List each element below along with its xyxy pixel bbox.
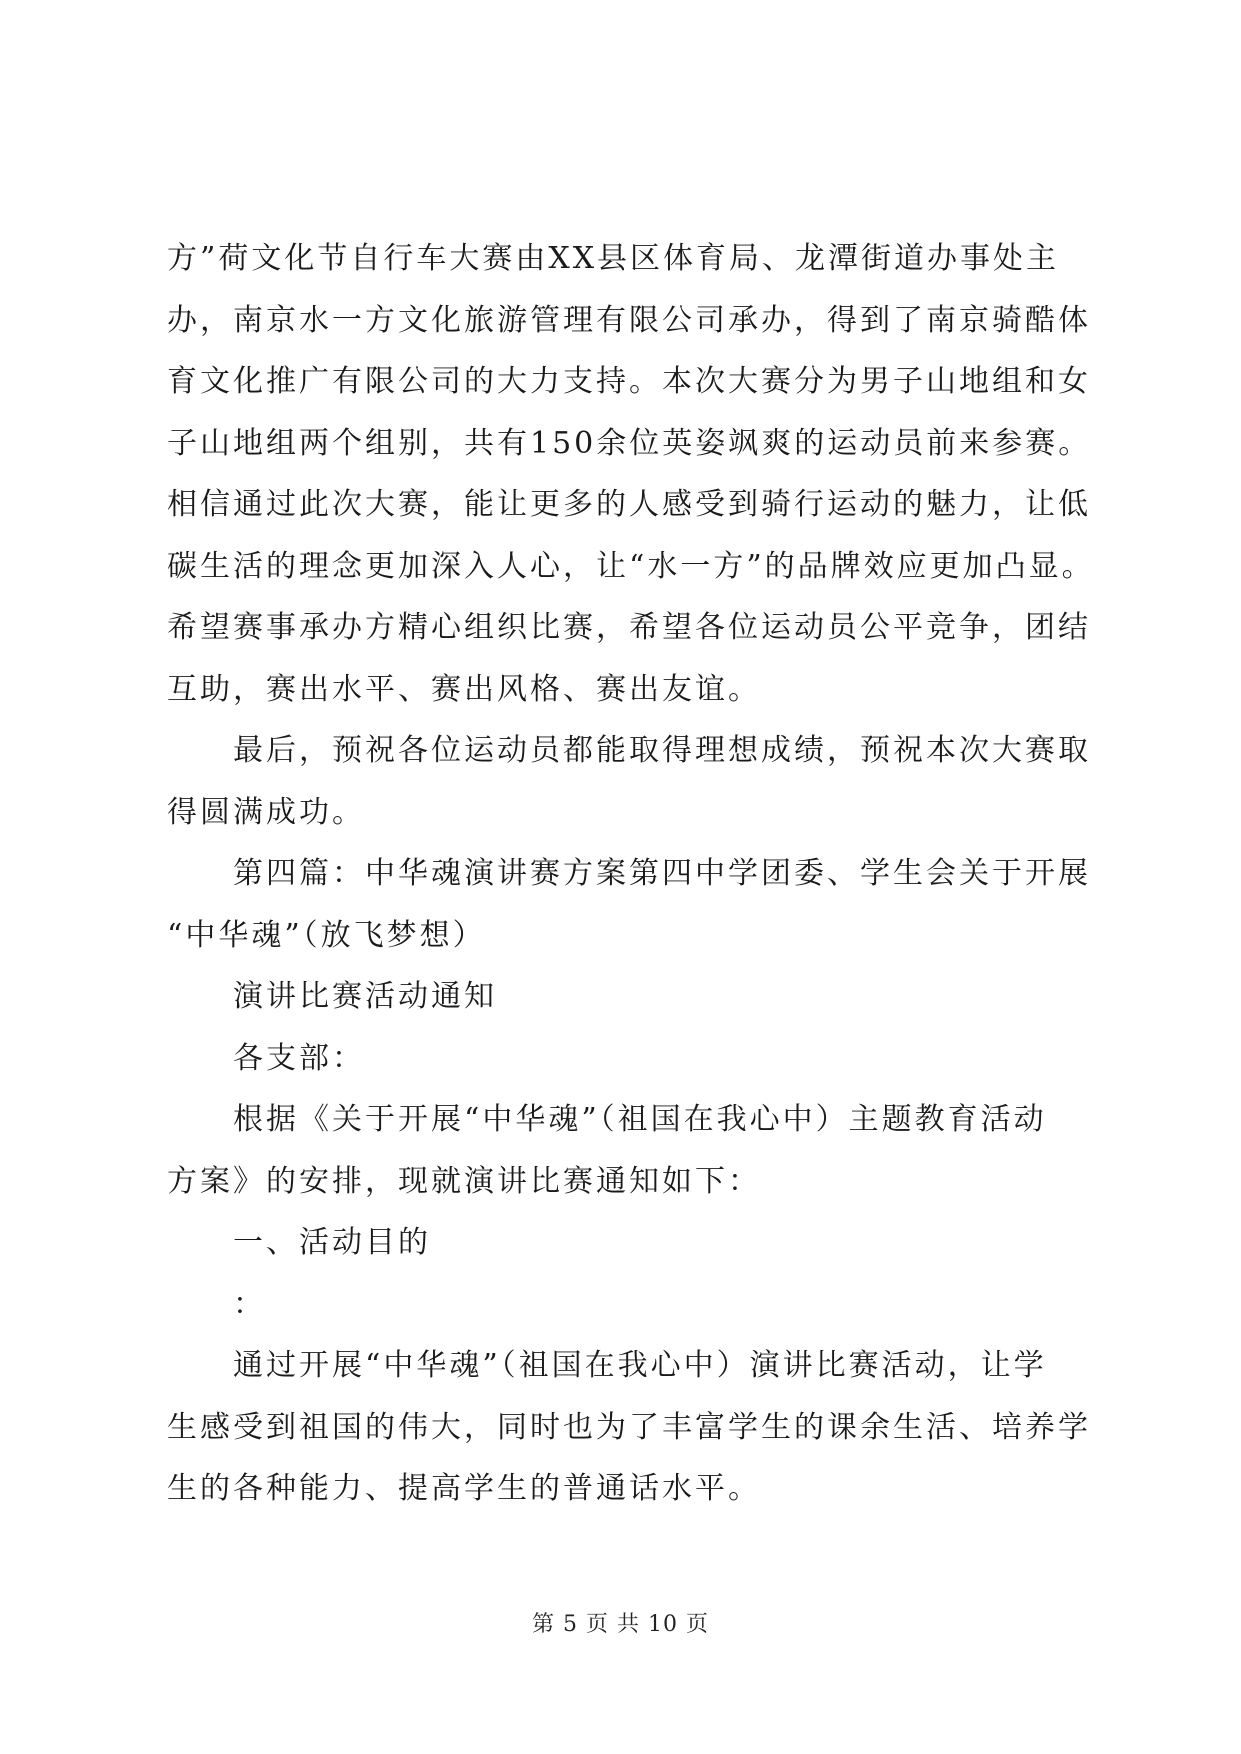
text-line: 方案》的安排，现就演讲比赛通知如下： xyxy=(167,1163,761,1199)
text-line: 得圆满成功。 xyxy=(167,794,365,830)
text-line: 碳生活的理念更加深入人心，让“水一方”的品牌效应更加凸显。 xyxy=(167,548,1095,584)
text-line: 第四篇：中华魂演讲赛方案第四中学团委、学生会关于开展 xyxy=(233,856,1091,891)
text-line: 办，南京水一方文化旅游管理有限公司承办，得到了南京骑酷体 xyxy=(167,302,1091,338)
paragraph xyxy=(167,228,1095,720)
text-line: 相信通过此次大赛，能让更多的人感受到骑行运动的魅力，让低 xyxy=(167,487,1091,522)
text-line: 生的各种能力、提高学生的普通话水平。 xyxy=(167,1471,761,1506)
paragraph xyxy=(167,1089,1087,1212)
paragraph xyxy=(167,843,1091,966)
text-line: 育文化推广有限公司的大力支持。本次大赛分为男子山地组和女 xyxy=(167,364,1091,399)
paragraph xyxy=(167,966,1087,1028)
text-line: “中华魂”（放飞梦想） xyxy=(167,917,486,953)
document-body xyxy=(167,228,1095,1520)
text-line: 希望赛事承办方精心组织比赛，希望各位运动员公平竞争，团结 xyxy=(167,610,1091,645)
paragraph xyxy=(167,1212,1087,1274)
paragraph xyxy=(167,1335,1091,1520)
text-line: 最后，预祝各位运动员都能取得理想成绩，预祝本次大赛取 xyxy=(233,733,1091,768)
page-footer: 第 5 页 共 10 页 xyxy=(532,1612,709,1637)
text-line: 方”荷文化节自行车大赛由XX县区体育局、龙潭街道办事处主 xyxy=(167,241,1060,276)
paragraph xyxy=(167,1274,1087,1336)
text-line: 互助，赛出水平、赛出风格、赛出友谊。 xyxy=(167,671,761,707)
text-line: 演讲比赛活动通知 xyxy=(233,979,497,1014)
text-line: 根据《关于开展“中华魂”（祖国在我心中）主题教育活动 xyxy=(233,1102,1047,1137)
text-line: ： xyxy=(233,1286,266,1322)
text-line: 生感受到祖国的伟大，同时也为了丰富学生的课余生活、培养学 xyxy=(167,1409,1091,1445)
paragraph xyxy=(167,1028,1087,1090)
text-line: 各支部： xyxy=(233,1040,365,1076)
paragraph xyxy=(167,720,1091,843)
text-line: 子山地组两个组别，共有150余位英姿飒爽的运动员前来参赛。 xyxy=(167,425,1092,461)
text-line: 一、活动目的 xyxy=(233,1225,431,1260)
text-line: 通过开展“中华魂”（祖国在我心中）演讲比赛活动，让学 xyxy=(233,1348,1047,1383)
